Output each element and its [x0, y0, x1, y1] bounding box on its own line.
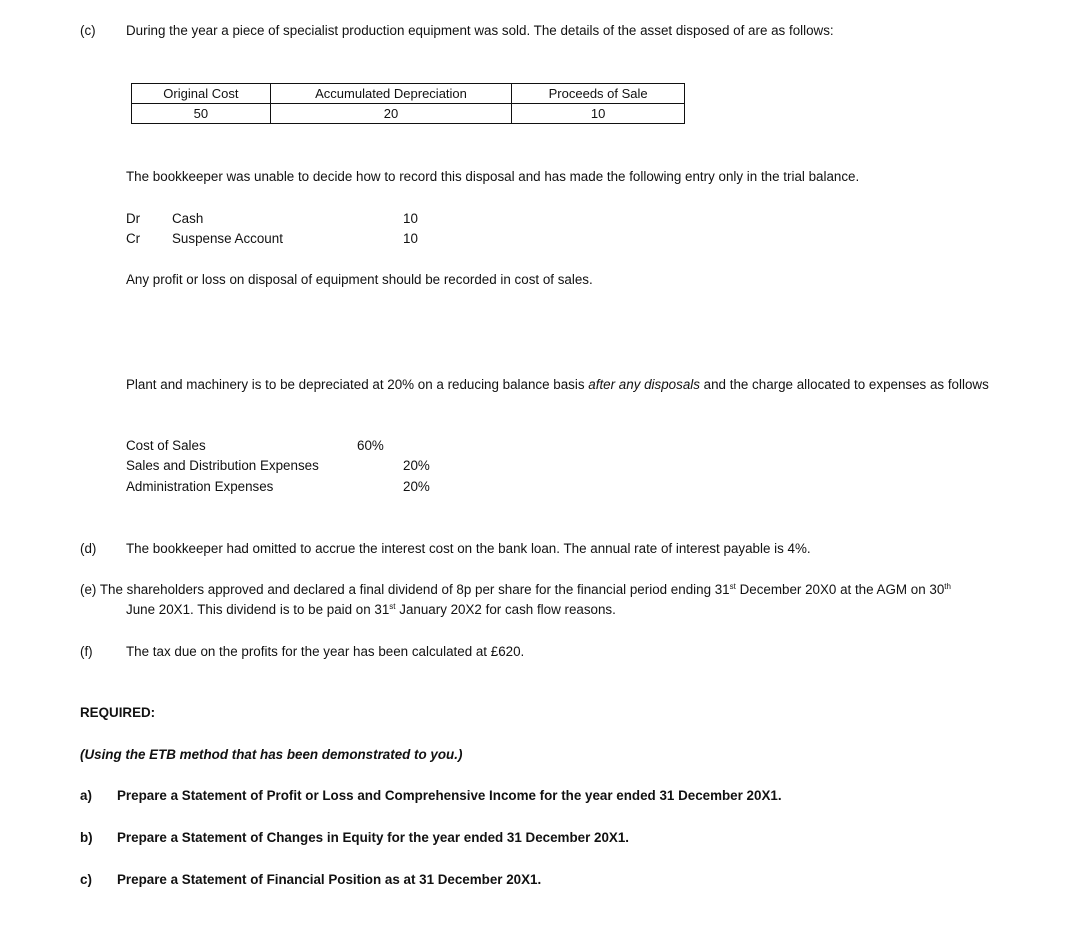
depreciation-text-start: Plant and machinery is to be depreciated at 20% on a reducing balance basis — [126, 377, 589, 392]
value-proceeds-of-sale: 10 — [512, 104, 685, 124]
entry-dr-amount: 10 — [403, 211, 418, 226]
part-e-sup-2: th — [944, 582, 951, 591]
part-d-text: The bookkeeper had omitted to accrue the interest cost on the bank loan. The annual rate of interest payable is 4%. — [126, 541, 811, 556]
part-e-sup-1: st — [729, 582, 736, 591]
task-c-label: c) — [80, 872, 92, 887]
task-b-label: b) — [80, 830, 93, 845]
value-original-cost: 50 — [132, 104, 271, 124]
part-e-text-4: January 20X2 for cash flow reasons. — [395, 602, 616, 617]
entry-dr-side: Dr — [126, 211, 141, 226]
allocation-pct-cost-of-sales: 60% — [357, 438, 384, 453]
depreciation-text-italic: after any disposals — [588, 377, 700, 392]
allocation-name-cost-of-sales: Cost of Sales — [126, 438, 206, 453]
entry-cr-account: Suspense Account — [172, 231, 283, 246]
allocation-pct-administration: 20% — [403, 479, 430, 494]
allocation-pct-sales-distribution: 20% — [403, 458, 430, 473]
depreciation-policy — [126, 374, 996, 395]
disposal-table — [131, 83, 685, 124]
entry-cr-amount: 10 — [403, 231, 418, 246]
table-row — [132, 104, 685, 124]
bookkeeper-text: The bookkeeper was unable to decide how to record this disposal and has made the following entry only in the trial balance. — [126, 169, 860, 184]
entry-dr-account: Cash — [172, 211, 204, 226]
task-c-text: Prepare a Statement of Financial Position as at 31 December 20X1. — [117, 872, 542, 887]
required-method: (Using the ETB method that has been demonstrated to you.) — [80, 747, 463, 762]
part-c-label: (c) — [80, 23, 96, 38]
part-d-label: (d) — [80, 541, 97, 556]
allocation-name-administration: Administration Expenses — [126, 479, 274, 494]
depreciation-text-end: and the charge allocated to expenses as follows — [699, 377, 989, 392]
header-original-cost: Original Cost — [132, 84, 271, 104]
part-e-line-1 — [80, 581, 951, 599]
part-e-sup-3: st — [389, 602, 396, 611]
part-f-text: The tax due on the profits for the year has been calculated at £620. — [126, 644, 525, 659]
part-e-text-3: June 20X1. This dividend is to be paid on 31 — [126, 602, 390, 617]
header-accumulated-depreciation: Accumulated Depreciation — [270, 84, 512, 104]
task-a-label: a) — [80, 788, 92, 803]
required-heading: REQUIRED: — [80, 705, 156, 720]
part-e-text-2: December 20X0 at the AGM on 30 — [735, 582, 945, 597]
profit-loss-note: Any profit or loss on disposal of equipment should be recorded in cost of sales. — [126, 272, 593, 287]
task-a-text: Prepare a Statement of Profit or Loss and Comprehensive Income for the year ended 31 December 20X1. — [117, 788, 782, 803]
part-c-intro: During the year a piece of specialist production equipment was sold. The details of the asset disposed of are as follows: — [126, 23, 834, 38]
part-e-line-2 — [126, 601, 616, 619]
allocation-name-sales-distribution: Sales and Distribution Expenses — [126, 458, 319, 473]
part-e-text-1: (e) The shareholders approved and declared a final dividend of 8p per share for the financial period ending 31 — [80, 582, 730, 597]
part-f-label: (f) — [80, 644, 93, 659]
task-b-text: Prepare a Statement of Changes in Equity for the year ended 31 December 20X1. — [117, 830, 629, 845]
value-accumulated-depreciation: 20 — [270, 104, 512, 124]
header-proceeds-of-sale: Proceeds of Sale — [512, 84, 685, 104]
table-header-row — [132, 84, 685, 104]
entry-cr-side: Cr — [126, 231, 141, 246]
